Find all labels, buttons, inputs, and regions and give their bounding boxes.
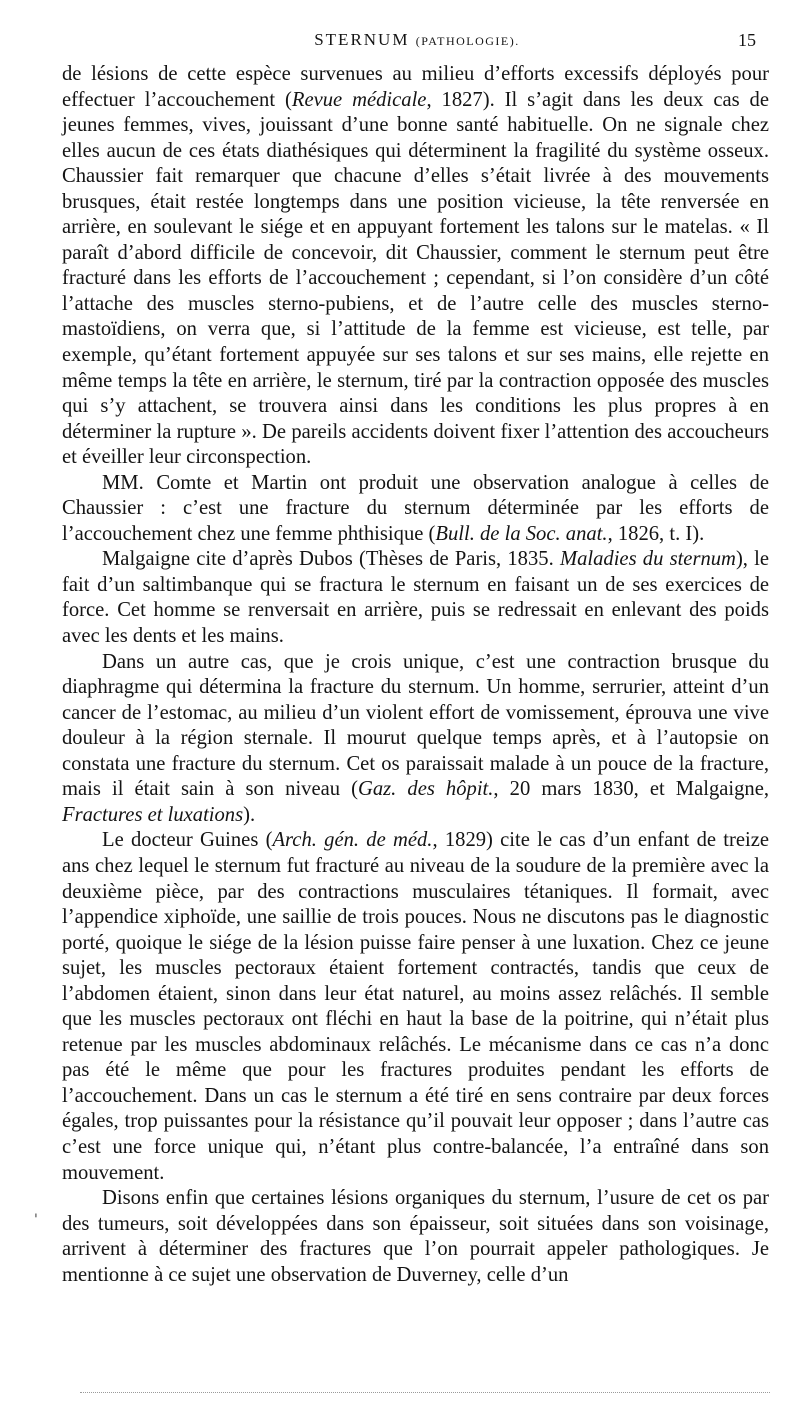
italic-citation: Gaz. des hôpit.	[358, 778, 494, 801]
margin-mark: '	[34, 1212, 38, 1228]
text-run: Le docteur Guines (	[102, 829, 273, 852]
paragraph	[62, 547, 769, 649]
header-subtitle: (PATHOLOGIE).	[415, 34, 520, 48]
body-text	[62, 62, 769, 1288]
text-run: , 1826, t. I).	[607, 522, 705, 545]
text-run: Malgaigne cite d’après Dubos (Thèses de Paris, 1835.	[102, 548, 560, 571]
italic-citation: Bull. de la Soc. anat.	[435, 522, 608, 545]
italic-citation: Revue médicale	[291, 88, 427, 111]
text-run: de lésions de cette espèce survenues au milieu d’efforts excessifs déployés pour effectuer l’accouchement (	[62, 63, 769, 111]
running-head-title	[62, 30, 772, 50]
text-run: , 1829) cite le cas d’un enfant de treize ans chez lequel le sternum fut fracturé au niveau de la soudure de la première avec la deuxième pièce, par des contractions musculaires tétaniques. Il formait, avec l’appendice xiphoïde, une saillie de trois pouces. Nous ne discutons pas le diagnostic porté, quoique le siége de la lésion puisse faire penser à une luxation. Chez ce jeune sujet, les muscles pectoraux étaient fortement contractés, tandis que ceux de l’abdomen étaient, sinon dans leur état naturel, au moins assez relâchés. Il semble que les muscles pectoraux ont fléchi en haut la base de la poitrine, qui n’était plus retenue par les muscles abdominaux relâchés. Le mécanisme dans ce cas n’a donc pas été le même que pour les fractures produites pendant les efforts de l’accouchement. Dans un cas le sternum a été tiré en sens contraire par deux forces égales, trop puissantes pour la résistance qu’il pouvait leur opposer ; dans l’autre cas c’est une force unique qui, n’étant plus contre-balancée, l’a entraîné dans son mouvement.	[62, 829, 769, 1184]
paragraph	[62, 828, 769, 1186]
text-run: ), le fait d’un saltimbanque qui se fractura le sternum en faisant un de ses exercices de force. Cet homme se renversait en arrière, puis se redressait en enlevant des poids avec les dents et les mains.	[62, 548, 770, 648]
text-run: ).	[243, 803, 256, 826]
text-run: , 20 mars 1830, et Malgaigne,	[493, 778, 769, 801]
footer-rule	[80, 1392, 770, 1393]
paragraph	[62, 650, 769, 829]
text-run: , 1827). Il s’agit dans les deux cas de jeunes femmes, vives, jouissant d’une bonne santé habituelle. On ne signale chez elles aucun de ces états diathésiques qui déterminent la fragilité du système osseux. Chaussier fait remarquer que chacune d’elles s’était livrée à des mouvements brusques, était restée longtemps dans une position vicieuse, la tête renversée en arrière, en soulevant le siége et en appuyant fortement les talons sur le matelas. « Il paraît d’abord difficile de concevoir, dit Chaussier, comment le sternum peut être fracturé dans les efforts de l’accouchement ; cependant, si l’on considère d’un côté l’attache des muscles sterno-pubiens, et de l’autre celle des muscles sterno-mastoïdiens, on verra que, si l’attitude de la femme est vicieuse, est telle, par exemple, qu’étant fortement appuyée sur ses talons et sur ses mains, elle rejette en même temps la tête en arrière, le sternum, tiré par la contraction opposée des muscles qui s’y attachent, se trouvera ainsi dans les conditions les plus propres à en déterminer la rupture ». De pareils accidents doivent fixer l’attention des accoucheurs et éveiller leur circonspection.	[62, 88, 769, 469]
text-run: Dans un autre cas, que je crois unique, c’est une contraction brusque du diaphragme qui détermina la fracture du sternum. Un homme, serrurier, atteint d’un cancer de l’estomac, au milieu d’un violent effort de vomissement, éprouva une vive douleur à la région sternale. Il mourut quelque temps après, et à l’autopsie on constata une fracture du sternum. Cet os paraissait malade à un pouce de la fracture, mais il était sain à son niveau (	[62, 650, 769, 801]
paragraph	[62, 62, 769, 471]
text-run: Disons enfin que certaines lésions organiques du sternum, l’usure de cet os par des tumeurs, soit développées dans son épaisseur, soit situées dans son voisinage, arrivent à déterminer des fractures que l’on pourrait appeler pathologiques. Je mentionne à ce sujet une observation de Duverney, celle d’un	[62, 1187, 769, 1286]
italic-citation: Fractures et luxations	[62, 803, 244, 826]
header-title: STERNUM	[314, 30, 410, 49]
paragraph	[62, 471, 769, 548]
page-number: 15	[738, 30, 756, 50]
italic-citation: Maladies du sternum	[559, 548, 736, 571]
text-run: MM. Comte et Martin ont produit une observation analogue à celles de Chaussier : c’est une fracture du sternum déterminée par les efforts de l’accouchement chez une femme phthisique (	[62, 471, 769, 545]
running-head	[62, 30, 772, 54]
italic-citation: Arch. gén. de méd.	[272, 829, 433, 852]
paragraph	[62, 1186, 769, 1288]
